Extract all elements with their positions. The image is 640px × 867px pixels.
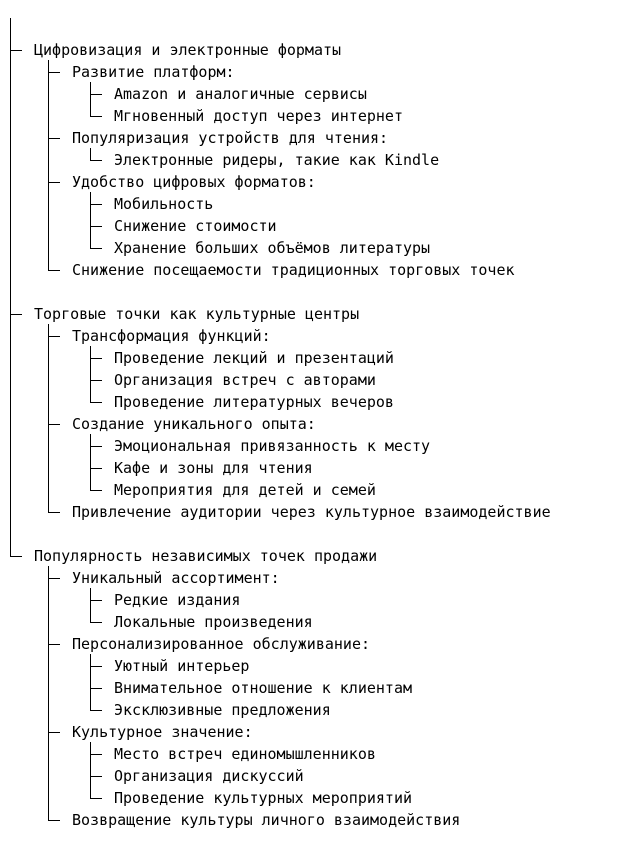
connector-stub bbox=[90, 622, 102, 623]
leaf-node: Уютный интерьер bbox=[114, 657, 250, 675]
connector-stub bbox=[90, 688, 102, 689]
leaf-node: Эмоциональная привязанность к месту bbox=[114, 437, 431, 455]
connector-stub bbox=[48, 182, 60, 183]
connector-stub bbox=[90, 776, 102, 777]
leaf-node: Локальные произведения bbox=[114, 613, 313, 631]
connector-stub bbox=[48, 72, 60, 73]
connector-stub bbox=[48, 578, 60, 579]
leaf-node: Организация встреч с авторами bbox=[114, 371, 376, 389]
connector-stub bbox=[48, 424, 60, 425]
connector-stub bbox=[48, 644, 60, 645]
leaf-node: Кафе и зоны для чтения bbox=[114, 459, 313, 477]
leaf-node: Место встреч единомышленников bbox=[114, 745, 376, 763]
leaf-node: Эксклюзивные предложения bbox=[114, 701, 331, 719]
topic-node: Популярность независимых точек продажи bbox=[34, 547, 378, 565]
leaf-node: Проведение культурных мероприятий bbox=[114, 789, 413, 807]
connector-stub bbox=[90, 666, 102, 667]
leaf-node: Проведение литературных вечеров bbox=[114, 393, 394, 411]
connector-trunk bbox=[48, 60, 49, 271]
connector-trunk bbox=[90, 742, 91, 799]
branch-node: Трансформация функций: bbox=[72, 327, 271, 345]
connector-stub bbox=[90, 446, 102, 447]
branch-node: Популяризация устройств для чтения: bbox=[72, 129, 389, 147]
connector-stub bbox=[48, 270, 60, 271]
leaf-node: Проведение лекций и презентаций bbox=[114, 349, 394, 367]
connector-stub bbox=[48, 138, 60, 139]
connector-stub bbox=[90, 226, 102, 227]
connector-stub bbox=[48, 820, 60, 821]
branch-node: Удобство цифровых форматов: bbox=[72, 173, 316, 191]
connector-trunk bbox=[90, 588, 91, 623]
connector-stub bbox=[48, 336, 60, 337]
branch-node: Возвращение культуры личного взаимодействия bbox=[72, 811, 461, 829]
leaf-node: Мобильность bbox=[114, 195, 214, 213]
leaf-node: Хранение больших объёмов литературы bbox=[114, 239, 431, 257]
connector-stub bbox=[90, 248, 102, 249]
leaf-node: Редкие издания bbox=[114, 591, 241, 609]
connector-stub bbox=[48, 732, 60, 733]
topic-node: Торговые точки как культурные центры bbox=[34, 305, 360, 323]
connector-stub bbox=[90, 710, 102, 711]
leaf-node: Мгновенный доступ через интернет bbox=[114, 107, 403, 125]
leaf-node: Amazon и аналогичные сервисы bbox=[114, 85, 367, 103]
connector-stub bbox=[90, 116, 102, 117]
connector-trunk bbox=[48, 324, 49, 513]
connector-stub bbox=[10, 50, 22, 51]
connector-stub bbox=[10, 314, 22, 315]
connector-stub bbox=[90, 798, 102, 799]
branch-node: Культурное значение: bbox=[72, 723, 253, 741]
connector-stub bbox=[90, 600, 102, 601]
leaf-node: Организация дискуссий bbox=[114, 767, 304, 785]
connector-stub bbox=[90, 160, 102, 161]
connector-stub bbox=[48, 512, 60, 513]
leaf-node: Электронные ридеры, такие как Kindle bbox=[114, 151, 440, 169]
branch-node: Развитие платформ: bbox=[72, 63, 235, 81]
connector-stub bbox=[90, 754, 102, 755]
connector-stub bbox=[90, 380, 102, 381]
connector-stub bbox=[90, 490, 102, 491]
connector-trunk bbox=[90, 654, 91, 711]
connector-stub bbox=[90, 468, 102, 469]
branch-node: Уникальный ассортимент: bbox=[72, 569, 280, 587]
connector-stub bbox=[90, 94, 102, 95]
leaf-node: Мероприятия для детей и семей bbox=[114, 481, 376, 499]
branch-node: Привлечение аудитории через культурное взаимодействие bbox=[72, 503, 551, 521]
connector-root-trunk bbox=[10, 18, 11, 557]
connector-stub bbox=[90, 204, 102, 205]
connector-trunk bbox=[90, 346, 91, 403]
connector-trunk bbox=[90, 82, 91, 117]
topic-node: Цифровизация и электронные форматы bbox=[34, 41, 342, 59]
connector-stub bbox=[90, 358, 102, 359]
leaf-node: Внимательное отношение к клиентам bbox=[114, 679, 413, 697]
connector-stub bbox=[10, 556, 22, 557]
connector-trunk bbox=[90, 434, 91, 491]
connector-trunk bbox=[48, 566, 49, 821]
leaf-node: Снижение стоимости bbox=[114, 217, 277, 235]
branch-node: Снижение посещаемости традиционных торговых точек bbox=[72, 261, 515, 279]
connector-trunk bbox=[90, 192, 91, 249]
branch-node: Создание уникального опыта: bbox=[72, 415, 316, 433]
branch-node: Персонализированное обслуживание: bbox=[72, 635, 371, 653]
connector-stub bbox=[90, 402, 102, 403]
